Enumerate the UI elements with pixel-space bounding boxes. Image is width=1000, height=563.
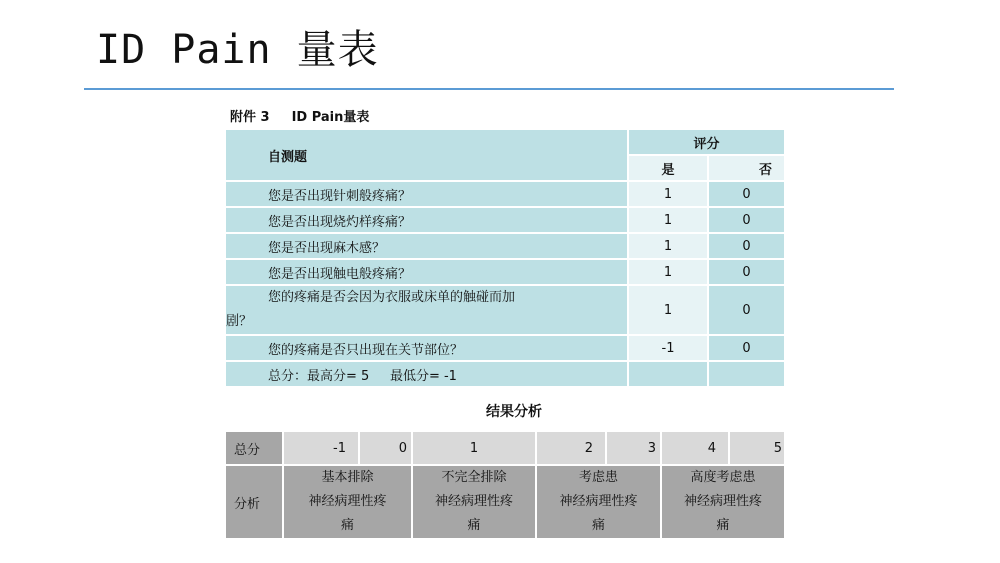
score-value: 1 <box>412 431 536 465</box>
total-empty-yes <box>628 361 708 387</box>
score-value: 3 <box>606 431 661 465</box>
analysis-line: 痛 <box>467 518 481 533</box>
header-question: 自测题 <box>225 129 628 181</box>
score-yes: -1 <box>628 335 708 361</box>
table-row <box>225 207 785 233</box>
question-text: 您的疼痛是否只出现在关节部位？ <box>225 335 628 361</box>
question-text <box>225 285 628 335</box>
analysis-line: 痛 <box>340 518 354 533</box>
analysis-line: 神经病理性疼 <box>683 494 762 509</box>
total-empty-no <box>708 361 785 387</box>
analysis-row <box>225 465 785 539</box>
question-text: 您是否出现麻木感？ <box>225 233 628 259</box>
analysis-cell <box>283 465 412 539</box>
score-no: 0 <box>708 207 785 233</box>
score-yes: 1 <box>628 207 708 233</box>
analysis-line: 基本排除 <box>321 470 374 485</box>
analysis-cell <box>536 465 661 539</box>
analysis-line: 高度考虑患 <box>690 470 756 485</box>
table-row <box>225 233 785 259</box>
analysis-cell <box>412 465 536 539</box>
score-no: 0 <box>708 233 785 259</box>
analysis-line: 神经病理性疼 <box>308 494 387 509</box>
analysis-line: 神经病理性疼 <box>559 494 638 509</box>
score-no: 0 <box>708 335 785 361</box>
total-row <box>225 361 785 387</box>
analysis-line: 痛 <box>716 518 730 533</box>
score-value: 5 <box>729 431 785 465</box>
score-value: 0 <box>359 431 412 465</box>
question-line-2: 剧？ <box>226 314 253 329</box>
caption-name: ID Pain量表 <box>291 110 370 125</box>
caption-prefix: 附件 3 <box>230 110 270 125</box>
table-row <box>225 181 785 207</box>
question-text: 您是否出现针刺般疼痛？ <box>225 181 628 207</box>
header-yes: 是 <box>628 155 708 181</box>
score-no: 0 <box>708 181 785 207</box>
analysis-row-label: 分析 <box>225 465 283 539</box>
score-row <box>225 431 785 465</box>
analysis-line: 神经病理性疼 <box>434 494 513 509</box>
id-pain-questionnaire-table <box>224 128 786 388</box>
result-analysis-table <box>224 430 786 540</box>
slide-title: ID Pain 量表 <box>96 27 379 73</box>
score-row-label: 总分 <box>225 431 283 465</box>
header-score: 评分 <box>628 129 785 155</box>
score-yes: 1 <box>628 181 708 207</box>
table-row <box>225 335 785 361</box>
table-row <box>225 285 785 335</box>
total-text: 总分：最高分= 5 最低分= -1 <box>225 361 628 387</box>
table-row <box>225 259 785 285</box>
score-yes: 1 <box>628 233 708 259</box>
score-yes: 1 <box>628 285 708 335</box>
analysis-line: 不完全排除 <box>441 470 507 485</box>
score-value: -1 <box>283 431 359 465</box>
question-line-1: 您的疼痛是否会因为衣服或床单的触碰而加 <box>268 290 516 305</box>
analysis-line: 痛 <box>591 518 605 533</box>
score-no: 0 <box>708 259 785 285</box>
title-divider <box>84 88 894 90</box>
header-no: 否 <box>708 155 785 181</box>
table-caption <box>230 106 369 125</box>
score-value: 4 <box>661 431 729 465</box>
question-text: 您是否出现触电般疼痛？ <box>225 259 628 285</box>
score-value: 2 <box>536 431 606 465</box>
score-no: 0 <box>708 285 785 335</box>
analysis-cell <box>661 465 785 539</box>
analysis-line: 考虑患 <box>578 470 618 485</box>
result-title: 结果分析 <box>486 404 542 420</box>
question-text: 您是否出现烧灼样疼痛？ <box>225 207 628 233</box>
score-yes: 1 <box>628 259 708 285</box>
